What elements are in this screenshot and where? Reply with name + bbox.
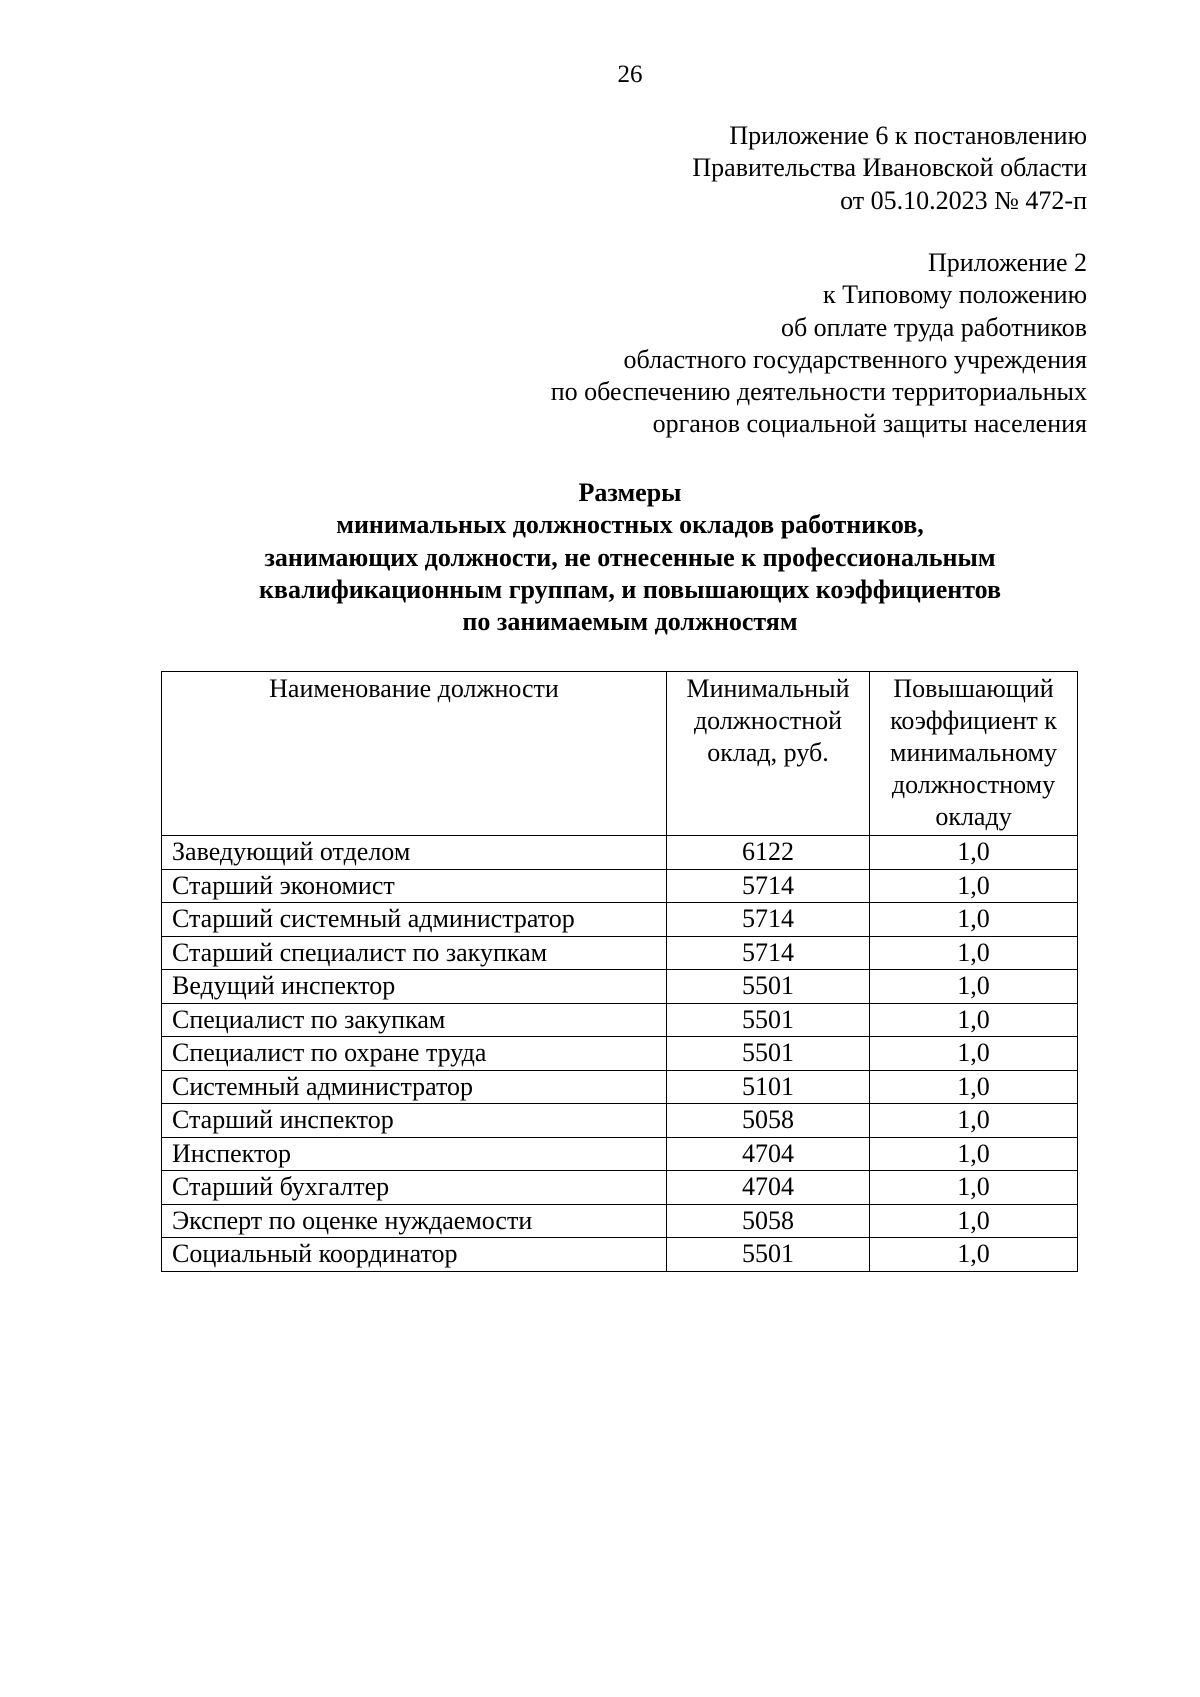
cell-coefficient: 1,0 [870,836,1078,870]
cell-coefficient: 1,0 [870,903,1078,937]
cell-coefficient: 1,0 [870,1204,1078,1238]
cell-position: Эксперт по оценке нуждаемости [162,1204,667,1238]
cell-position: Инспектор [162,1137,667,1171]
table-row [162,869,1078,903]
cell-position: Старший бухгалтер [162,1171,667,1205]
header-salary: Минимальный должностной оклад, руб. [667,672,870,836]
title-line: занимающих должности, не отнесенные к профессиональным [264,542,996,572]
table-row [162,1070,1078,1104]
title-line: минимальных должностных окладов работников, [336,510,924,540]
cell-position: Специалист по закупкам [162,1003,667,1037]
cell-coefficient: 1,0 [870,970,1078,1004]
header-coefficient: Повышающий коэффициент к минимальному должностному окладу [870,672,1078,836]
cell-salary: 5101 [667,1070,870,1104]
cell-coefficient: 1,0 [870,1070,1078,1104]
cell-salary: 6122 [667,836,870,870]
appendix-sub-reference [551,247,1087,441]
title-line: квалификационным группам, и повышающих коэффициентов [258,574,1002,604]
appendix-sub-line: органов социальной защиты населения [652,409,1087,439]
cell-coefficient: 1,0 [870,1037,1078,1071]
table-row [162,970,1078,1004]
cell-salary: 5501 [667,1238,870,1272]
cell-salary: 5058 [667,1204,870,1238]
cell-salary: 5714 [667,869,870,903]
salary-table-container [161,671,1078,1272]
title-line: Размеры [578,478,682,507]
cell-position: Системный администратор [162,1070,667,1104]
appendix-sub-line: областного государственного учреждения [623,344,1087,374]
title-line: по занимаемым должностям [462,607,798,637]
table-row [162,1037,1078,1071]
appendix-reference [692,120,1087,217]
cell-coefficient: 1,0 [870,1137,1078,1171]
table-row [162,1137,1078,1171]
salary-table [161,671,1078,1272]
cell-position: Заведующий отделом [162,836,667,870]
cell-salary: 4704 [667,1137,870,1171]
cell-coefficient: 1,0 [870,1238,1078,1272]
table-row [162,1204,1078,1238]
table-row [162,1003,1078,1037]
page-number: 26 [617,61,643,88]
cell-position: Старший системный администратор [162,903,667,937]
cell-salary: 5058 [667,1104,870,1138]
cell-position: Социальный координатор [162,1238,667,1272]
table-row [162,1104,1078,1138]
cell-position: Ведущий инспектор [162,970,667,1004]
table-row [162,903,1078,937]
appendix-line: от 05.10.2023 № 472-п [840,185,1087,215]
cell-position: Специалист по охране труда [162,1037,667,1071]
table-header-row [162,672,1078,836]
cell-salary: 5714 [667,936,870,970]
cell-salary: 5714 [667,903,870,937]
appendix-sub-line: по обеспечению деятельности территориальных [550,377,1087,407]
cell-position: Старший инспектор [162,1104,667,1138]
cell-coefficient: 1,0 [870,1003,1078,1037]
appendix-line: Правительства Ивановской области [692,153,1087,183]
table-row [162,1238,1078,1272]
table-row [162,1171,1078,1205]
cell-coefficient: 1,0 [870,869,1078,903]
appendix-sub-line: к Типовому положению [822,280,1087,310]
cell-coefficient: 1,0 [870,1104,1078,1138]
appendix-sub-line: Приложение 2 [927,248,1087,277]
appendix-sub-line: об оплате труда работников [780,312,1087,342]
table-row [162,936,1078,970]
cell-position: Старший экономист [162,869,667,903]
cell-position: Старший специалист по закупкам [162,936,667,970]
cell-salary: 4704 [667,1171,870,1205]
header-position: Наименование должности [162,672,667,836]
table-row [162,836,1078,870]
cell-coefficient: 1,0 [870,1171,1078,1205]
cell-salary: 5501 [667,1037,870,1071]
cell-salary: 5501 [667,970,870,1004]
document-title [150,477,1110,638]
cell-coefficient: 1,0 [870,936,1078,970]
cell-salary: 5501 [667,1003,870,1037]
appendix-line: Приложение 6 к постановлению [729,121,1087,150]
